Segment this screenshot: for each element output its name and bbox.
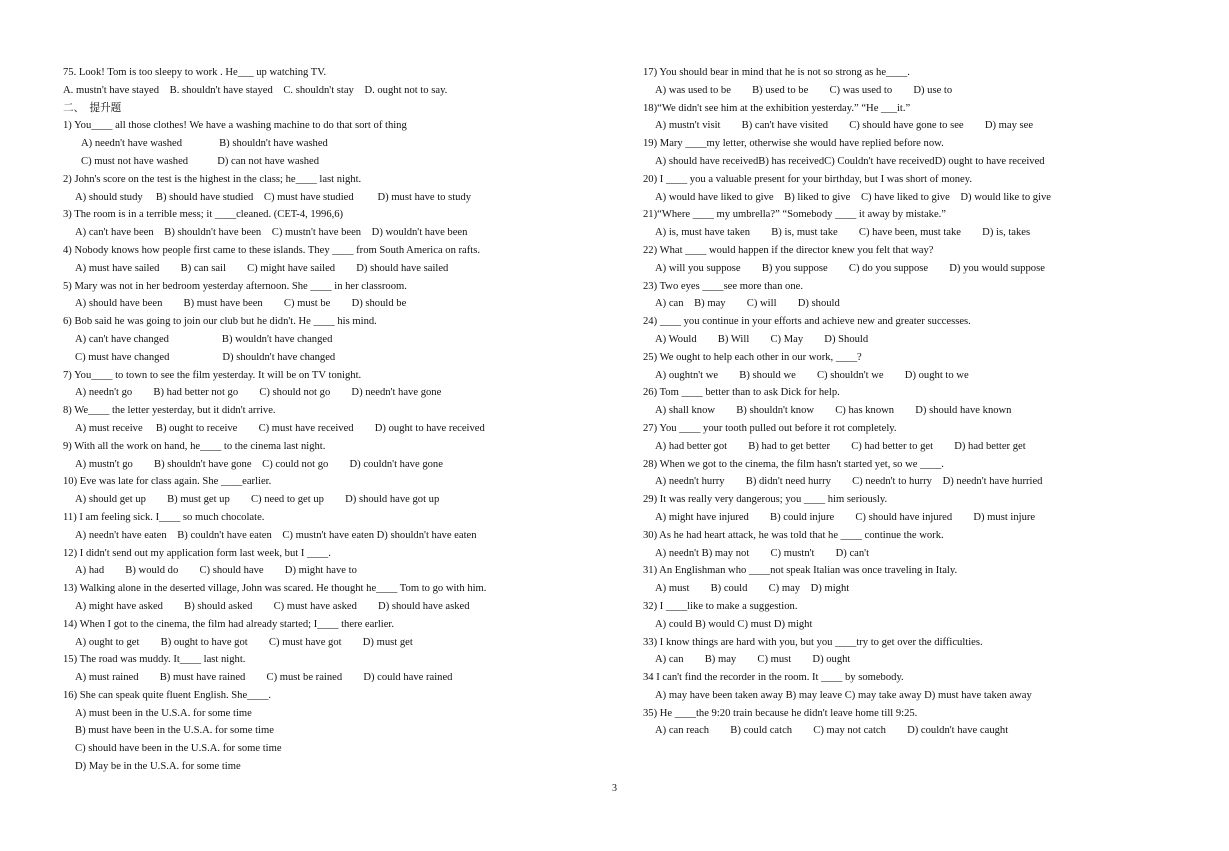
question-line: 16) She can speak quite fluent English. She____. bbox=[63, 689, 272, 701]
question-line: 29) It was really very dangerous; you ____ him seriously. bbox=[643, 494, 888, 506]
answer-options: A) mustn't visit B) can't have visited C) should have gone to see D) may see bbox=[655, 120, 1034, 132]
question-line: 22) What ____ would happen if the director knew you felt that way? bbox=[643, 244, 934, 256]
question-line: A. mustn't have stayed B. shouldn't have stayed C. shouldn't stay D. ought not to say. bbox=[63, 84, 448, 96]
answer-options: A) must B) could C) may D) might bbox=[655, 583, 850, 595]
question-line: 28) When we got to the cinema, the film hasn't started yet, so we ____. bbox=[643, 458, 944, 470]
question-line: 75. Look! Tom is too sleepy to work . He___ up watching TV. bbox=[63, 67, 327, 78]
answer-options: A) is, must have taken B) is, must take C) have been, must take D) is, takes bbox=[655, 227, 1031, 239]
question-line: 2) John's score on the test is the highest in the class; he____ last night. bbox=[63, 173, 362, 185]
page-number: 3 bbox=[612, 783, 617, 794]
question-line: 13) Walking alone in the deserted village, John was scared. He thought he____ Tom to go with him. bbox=[63, 583, 487, 595]
answer-options: A) might have injured B) could injure C) should have injured D) must injure bbox=[655, 511, 1036, 523]
answer-options: A) would have liked to give B) liked to give C) have liked to give D) would like to give bbox=[655, 191, 1052, 203]
question-line: 26) Tom ____ better than to ask Dick for help. bbox=[643, 387, 840, 399]
question-line: 11) I am feeling sick. I____ so much chocolate. bbox=[63, 511, 265, 523]
answer-options: A) should get up B) must get up C) need to get up D) should have got up bbox=[75, 494, 440, 506]
answer-options: A) Would B) Will C) May D) Should bbox=[655, 333, 869, 345]
question-line: 9) With all the work on hand, he____ to the cinema last night. bbox=[63, 440, 326, 452]
answer-options: A) needn't have eaten B) couldn't have eaten C) mustn't have eaten D) shouldn't have eaten bbox=[75, 529, 477, 541]
question-line: 7) You____ to town to see the film yesterday. It will be on TV tonight. bbox=[63, 369, 362, 381]
answer-options: A) can B) may C) will D) should bbox=[655, 298, 840, 310]
question-line: 30) As he had heart attack, he was told that he ____ continue the work. bbox=[643, 529, 944, 541]
question-line: 10) Eve was late for class again. She ____earlier. bbox=[63, 476, 272, 488]
answer-options: A) must rained B) must have rained C) must be rained D) could have rained bbox=[75, 672, 453, 684]
question-line: 24) ____ you continue in your efforts and achieve new and greater successes. bbox=[643, 316, 971, 328]
answer-options: A) ought to get B) ought to have got C) must have got D) must get bbox=[75, 636, 413, 648]
answer-options: A) needn't go B) had better not go C) should not go D) needn't have gone bbox=[75, 387, 442, 399]
question-line: 5) Mary was not in her bedroom yesterday afternoon. She ____ in her classroom. bbox=[63, 280, 407, 292]
answer-options: B) must have been in the U.S.A. for some time bbox=[75, 725, 274, 737]
question-line: 33) I know things are hard with you, but you ____try to get over the difficulties. bbox=[643, 636, 983, 648]
question-line: 25) We ought to help each other in our work, ____? bbox=[643, 351, 862, 363]
answer-options: A) needn't hurry B) didn't need hurry C) needn't to hurry D) needn't have hurried bbox=[655, 476, 1043, 488]
question-line: 32) I ____like to make a suggestion. bbox=[643, 600, 798, 612]
right-column bbox=[643, 64, 1203, 740]
answer-options: C) must not have washed D) can not have washed bbox=[81, 155, 320, 167]
answer-options: C) must have changed D) shouldn't have changed bbox=[75, 351, 336, 363]
answer-options: A) oughtn't we B) should we C) shouldn't we D) ought to we bbox=[655, 369, 969, 381]
left-column bbox=[63, 64, 603, 776]
answer-options: A) mustn't go B) shouldn't have gone C) could not go D) couldn't have gone bbox=[75, 458, 443, 470]
answer-options: A) was used to be B) used to be C) was used to D) use to bbox=[655, 84, 953, 96]
answer-options: A) must receive B) ought to receive C) must have received D) ought to have received bbox=[75, 422, 485, 434]
question-line: 17) You should bear in mind that he is not so strong as he____. bbox=[643, 67, 910, 78]
answer-options: A) needn't have washed B) shouldn't have washed bbox=[81, 138, 328, 150]
answer-options: A) should have receivedB) has receivedC) Couldn't have receivedD) ought to have received bbox=[655, 155, 1045, 167]
answer-options: C) should have been in the U.S.A. for some time bbox=[75, 743, 282, 755]
answer-options: A) could B) would C) must D) might bbox=[655, 618, 813, 630]
question-line: 34 I can't find the recorder in the room. It ____ by somebody. bbox=[643, 672, 904, 684]
section-heading: 二、 提升题 bbox=[63, 102, 122, 114]
answer-options: A) can't have been B) shouldn't have been C) mustn't have been D) wouldn't have been bbox=[75, 227, 468, 239]
answer-options: A) must have sailed B) can sail C) might have sailed D) should have sailed bbox=[75, 262, 449, 274]
question-line: 21)“Where ____ my umbrella?” “Somebody ____ it away by mistake.” bbox=[643, 209, 947, 221]
question-line: 35) He ____the 9:20 train because he didn't leave home till 9:25. bbox=[643, 707, 918, 719]
question-line: 15) The road was muddy. It____ last night. bbox=[63, 654, 246, 666]
question-line: 14) When I got to the cinema, the film had already started; I____ there earlier. bbox=[63, 618, 395, 630]
question-line: 6) Bob said he was going to join our club but he didn't. He ____ his mind. bbox=[63, 316, 377, 328]
answer-options: A) should have been B) must have been C) must be D) should be bbox=[75, 298, 407, 310]
question-line: 4) Nobody knows how people first came to these islands. They ____ from South America on rafts. bbox=[63, 244, 481, 256]
answer-options: A) can B) may C) must D) ought bbox=[655, 654, 851, 666]
question-line: 20) I ____ you a valuable present for your birthday, but I was short of money. bbox=[643, 173, 973, 185]
answer-options: A) might have asked B) should asked C) must have asked D) should have asked bbox=[75, 600, 470, 612]
question-line: 27) You ____ your tooth pulled out before it rot completely. bbox=[643, 422, 897, 434]
question-line: 1) You____ all those clothes! We have a washing machine to do that sort of thing bbox=[63, 120, 407, 132]
answer-options: A) can't have changed B) wouldn't have changed bbox=[75, 333, 333, 345]
answer-options: A) may have been taken away B) may leave C) may take away D) must have taken away bbox=[655, 689, 1032, 701]
answer-options: D) May be in the U.S.A. for some time bbox=[75, 761, 241, 773]
question-line: 3) The room is in a terrible mess; it ____cleaned. (CET-4, 1996,6) bbox=[63, 209, 344, 221]
question-line: 12) I didn't send out my application form last week, but I ____. bbox=[63, 547, 331, 559]
answer-options: A) must been in the U.S.A. for some time bbox=[75, 707, 252, 719]
answer-options: A) can reach B) could catch C) may not catch D) couldn't have caught bbox=[655, 725, 1009, 737]
answer-options: A) will you suppose B) you suppose C) do you suppose D) you would suppose bbox=[655, 262, 1045, 274]
question-line: 19) Mary ____my letter, otherwise she would have replied before now. bbox=[643, 138, 944, 150]
answer-options: A) had B) would do C) should have D) might have to bbox=[75, 565, 357, 577]
question-line: 8) We____ the letter yesterday, but it didn't arrive. bbox=[63, 405, 276, 417]
answer-options: A) needn't B) may not C) mustn't D) can't bbox=[655, 547, 870, 559]
answer-options: A) had better got B) had to get better C) had better to get D) had better get bbox=[655, 440, 1026, 452]
answer-options: A) should study B) should have studied C) must have studied D) must have to study bbox=[75, 191, 472, 203]
question-line: 31) An Englishman who ____not speak Italian was once traveling in Italy. bbox=[643, 565, 958, 577]
question-line: 23) Two eyes ____see more than one. bbox=[643, 280, 803, 292]
answer-options: A) shall know B) shouldn't know C) has known D) should have known bbox=[655, 405, 1012, 417]
question-line: 18)“We didn't see him at the exhibition yesterday.” “He ___it.” bbox=[643, 102, 911, 114]
